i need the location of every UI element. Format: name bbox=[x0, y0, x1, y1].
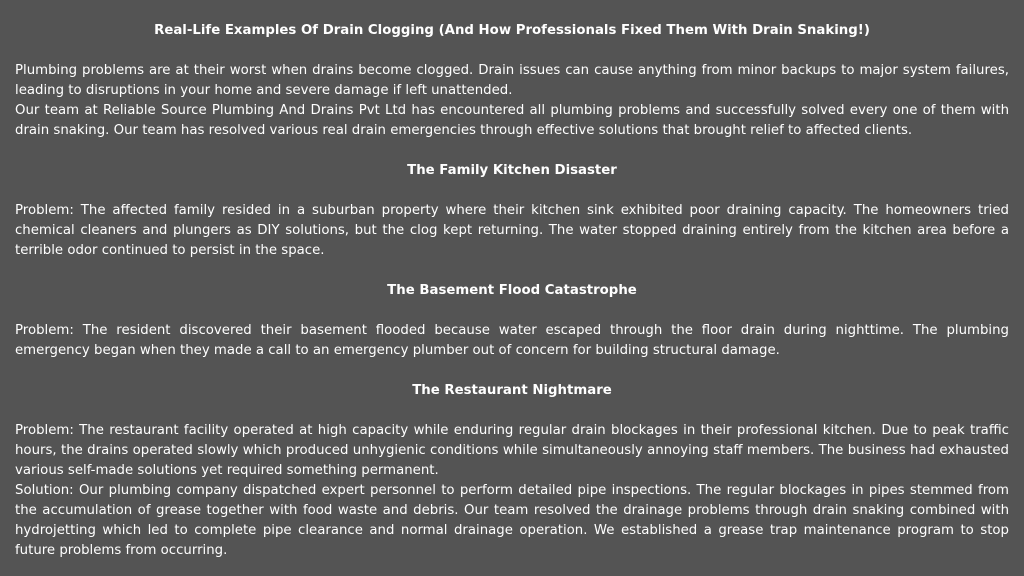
spacer bbox=[15, 301, 1009, 321]
section-heading-basement: The Basement Flood Catastrophe bbox=[387, 283, 637, 298]
spacer bbox=[15, 141, 1009, 161]
section-paragraph: Problem: The restaurant facility operated at high capacity while enduring regular drain blockages in their professional kitchen. Due to peak traffic hours, the drains operated slowly which produced unhygienic conditions while simultaneously annoying staff members. The business had exhausted various self-made solutions yet required something permanent. bbox=[15, 423, 1009, 478]
intro-paragraph: Our team at Reliable Source Plumbing And Drains Pvt Ltd has encountered all plumbing problems and successfully solved every one of them with drain snaking. Our team has resolved various real drain emergencies through effective solutions that brought relief to affected clients. bbox=[15, 103, 1009, 138]
section-heading-restaurant: The Restaurant Nightmare bbox=[412, 383, 612, 398]
spacer bbox=[15, 41, 1009, 61]
intro-paragraph: Plumbing problems are at their worst when drains become clogged. Drain issues can cause anything from minor backups to major system failures, leading to disruptions in your home and severe damage if left unattended. bbox=[15, 63, 1009, 98]
spacer bbox=[15, 181, 1009, 201]
document-title: Real-Life Examples Of Drain Clogging (And How Professionals Fixed Them With Drain Snaking!) bbox=[154, 23, 870, 38]
section-paragraph: Problem: The resident discovered their basement flooded because water escaped through the floor drain during nighttime. The plumbing emergency began when they made a call to an emergency plumber out of concern for building structural damage. bbox=[15, 323, 1009, 358]
section-heading-kitchen: The Family Kitchen Disaster bbox=[407, 163, 617, 178]
spacer bbox=[15, 261, 1009, 281]
section-paragraph: Solution: Our plumbing company dispatched expert personnel to perform detailed pipe inspections. The regular blockages in pipes stemmed from the accumulation of grease together with food waste and debris. Our team resolved the drainage problems through drain snaking combined with hydrojetting which led to complete pipe clearance and normal drainage operation. We established a grease trap maintenance program to stop future problems from occurring. bbox=[15, 483, 1009, 558]
spacer bbox=[15, 361, 1009, 381]
spacer bbox=[15, 401, 1009, 421]
section-paragraph: Problem: The affected family resided in a suburban property where their kitchen sink exhibited poor draining capacity. The homeowners tried chemical cleaners and plungers as DIY solutions, but the clog kept returning. The water stopped draining entirely from the kitchen area before a terrible odor continued to persist in the space. bbox=[15, 203, 1009, 258]
